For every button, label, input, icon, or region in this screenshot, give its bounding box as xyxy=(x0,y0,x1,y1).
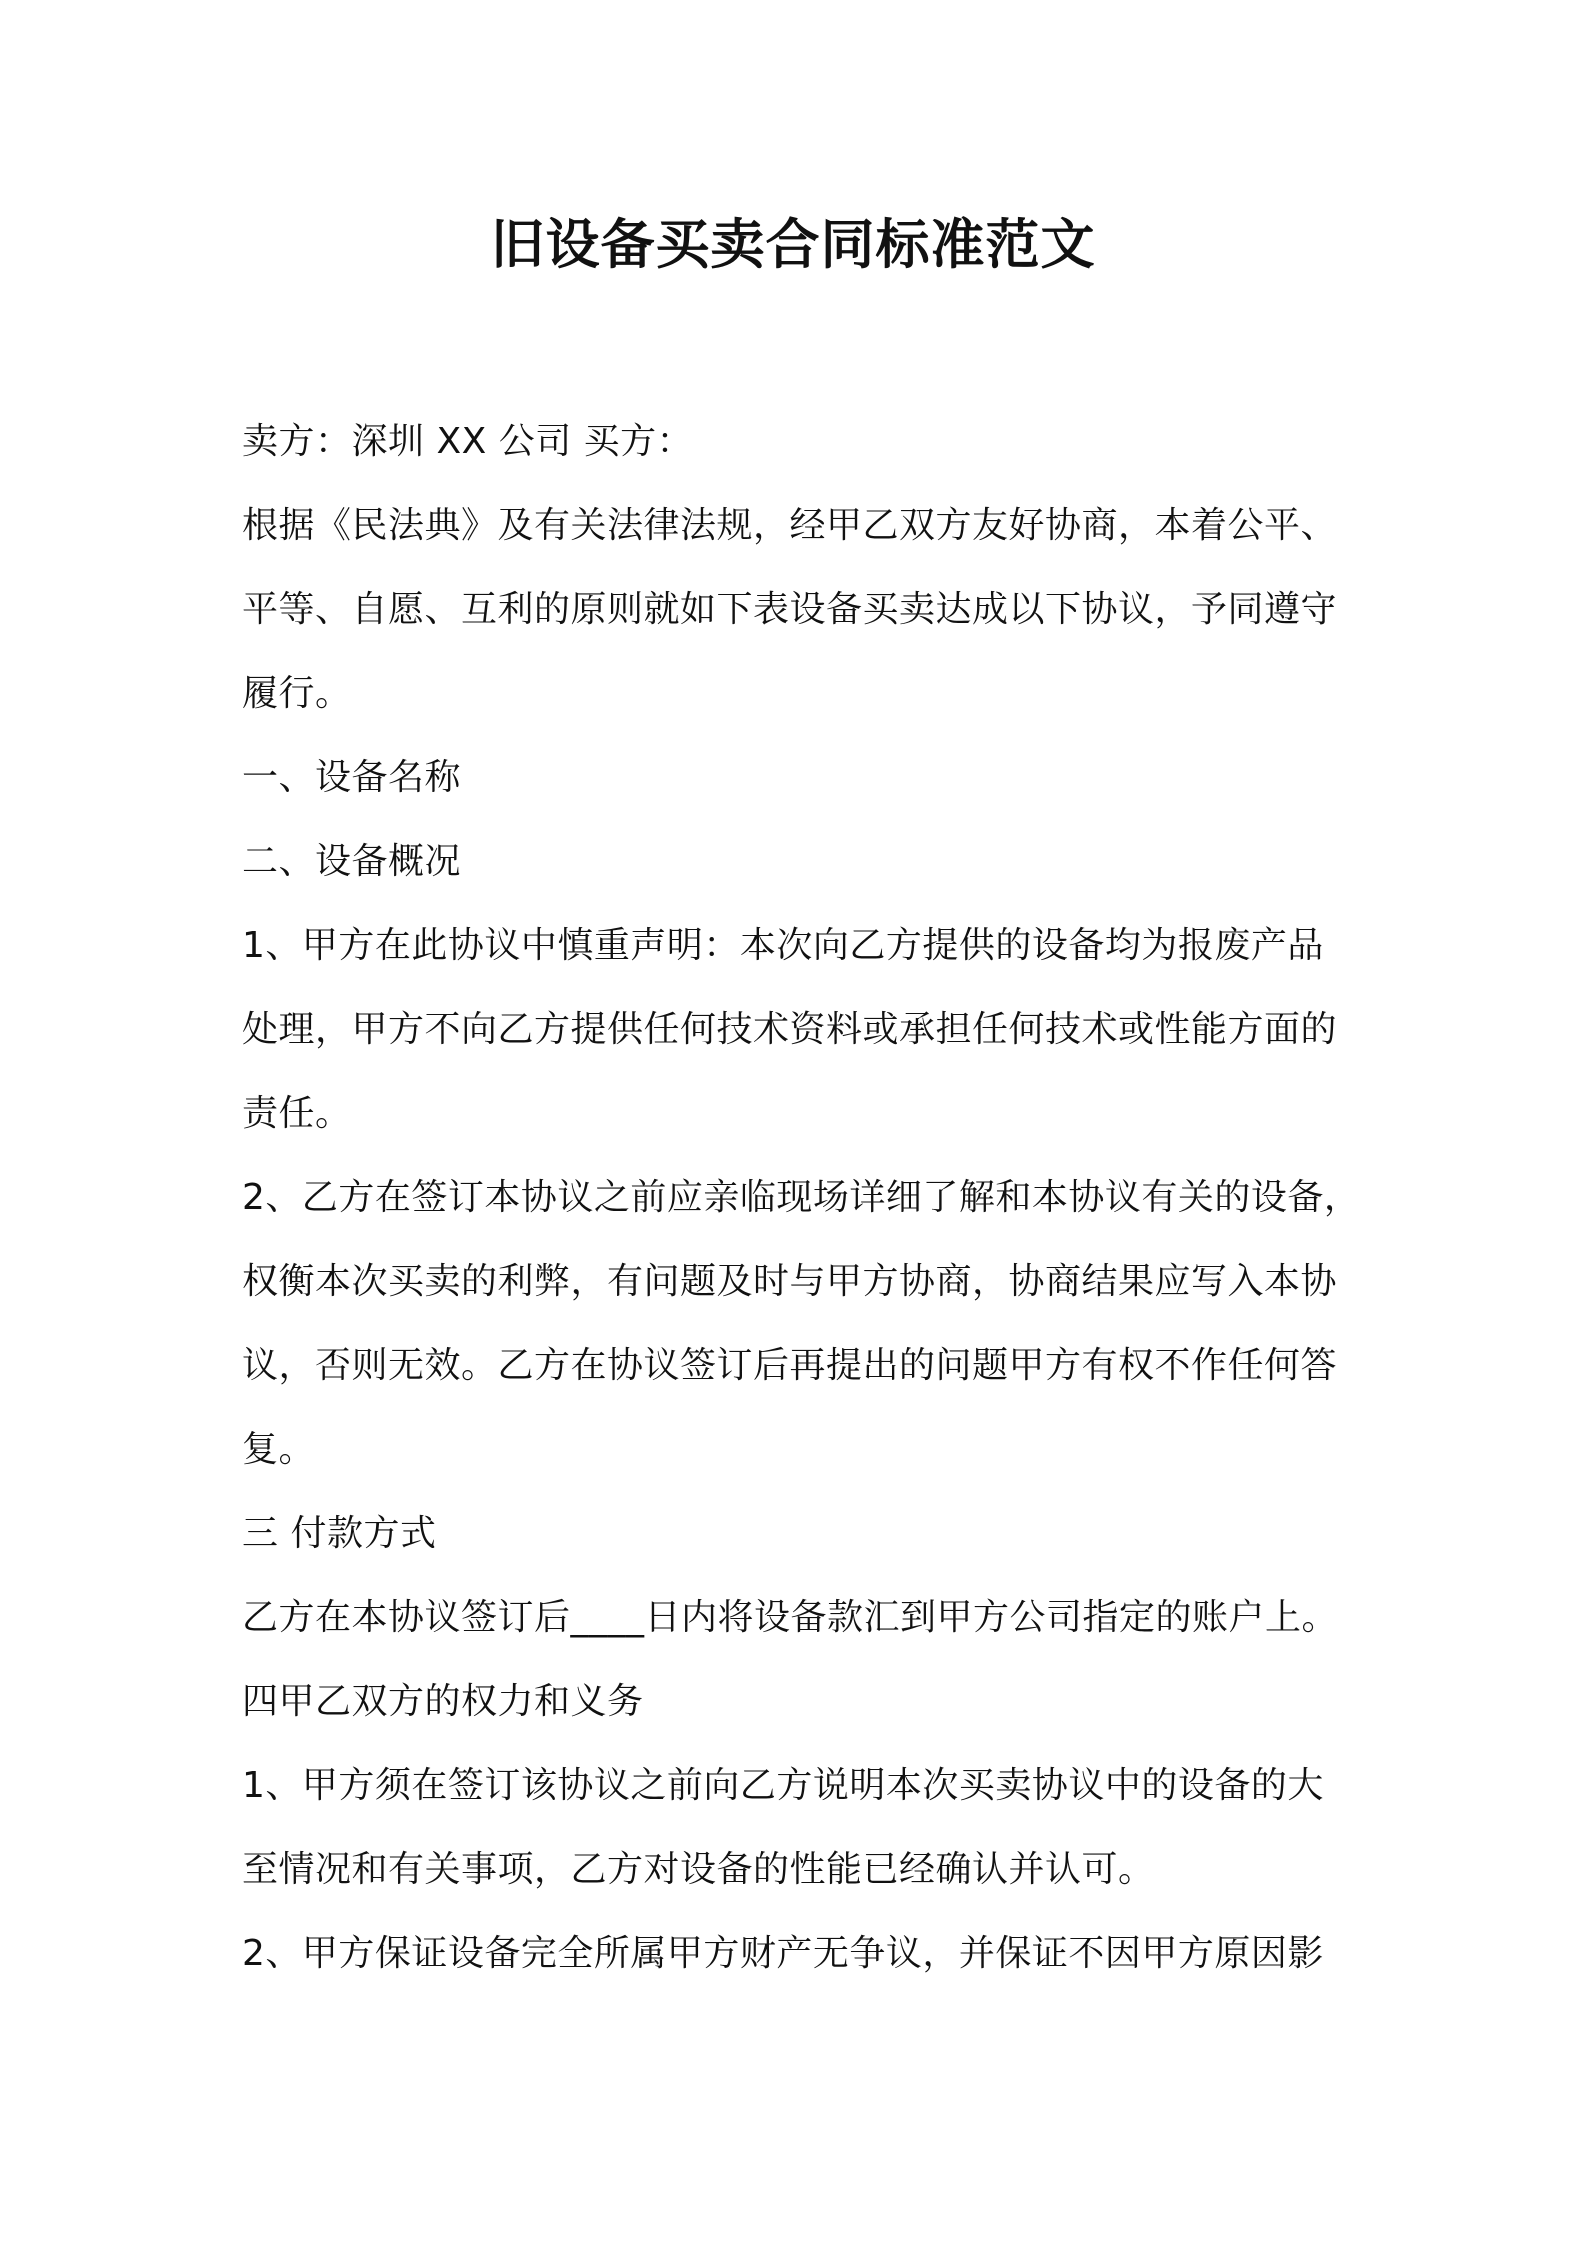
section-heading-rights-obligations: 四甲乙双方的权力和义务 xyxy=(242,1681,644,1722)
paragraph-line: 2、乙方在签订本协议之前应亲临现场详细了解和本协议有关的设备， xyxy=(242,1177,1361,1218)
section-heading-payment-method: 三 付款方式 xyxy=(242,1513,437,1554)
document-body xyxy=(242,400,1372,1996)
seller-buyer-line: 卖方：深圳 XX 公司 买方： xyxy=(242,421,694,462)
paragraph-line: 1、甲方须在签订该协议之前向乙方说明本次买卖协议中的设备的大 xyxy=(242,1765,1324,1806)
paragraph-line: 权衡本次买卖的利弊，有问题及时与甲方协商，协商结果应写入本协 xyxy=(242,1261,1338,1302)
paragraph-line: 议，否则无效。乙方在协议签订后再提出的问题甲方有权不作任何答 xyxy=(242,1345,1338,1386)
section-heading-equipment-overview: 二、设备概况 xyxy=(242,841,462,882)
paragraph-line: 根据《民法典》及有关法律法规，经甲乙双方友好协商，本着公平、 xyxy=(242,505,1338,546)
paragraph-line: 履行。 xyxy=(242,673,352,714)
paragraph-line: 1、甲方在此协议中慎重声明：本次向乙方提供的设备均为报废产品 xyxy=(242,925,1324,966)
paragraph-line: 处理，甲方不向乙方提供任何技术资料或承担任何技术或性能方面的 xyxy=(242,1009,1338,1050)
document-title: 旧设备买卖合同标准范文 xyxy=(490,213,1096,276)
section-heading-equipment-name: 一、设备名称 xyxy=(242,757,462,798)
paragraph-line: 乙方在本协议签订后____日内将设备款汇到甲方公司指定的账户上。 xyxy=(242,1597,1339,1638)
paragraph-line: 平等、自愿、互利的原则就如下表设备买卖达成以下协议，予同遵守 xyxy=(242,589,1338,630)
paragraph-line: 2、甲方保证设备完全所属甲方财产无争议，并保证不因甲方原因影 xyxy=(242,1933,1324,1974)
paragraph-line: 责任。 xyxy=(242,1093,352,1134)
paragraph-line: 复。 xyxy=(242,1429,316,1470)
paragraph-line: 至情况和有关事项，乙方对设备的性能已经确认并认可。 xyxy=(242,1849,1155,1890)
